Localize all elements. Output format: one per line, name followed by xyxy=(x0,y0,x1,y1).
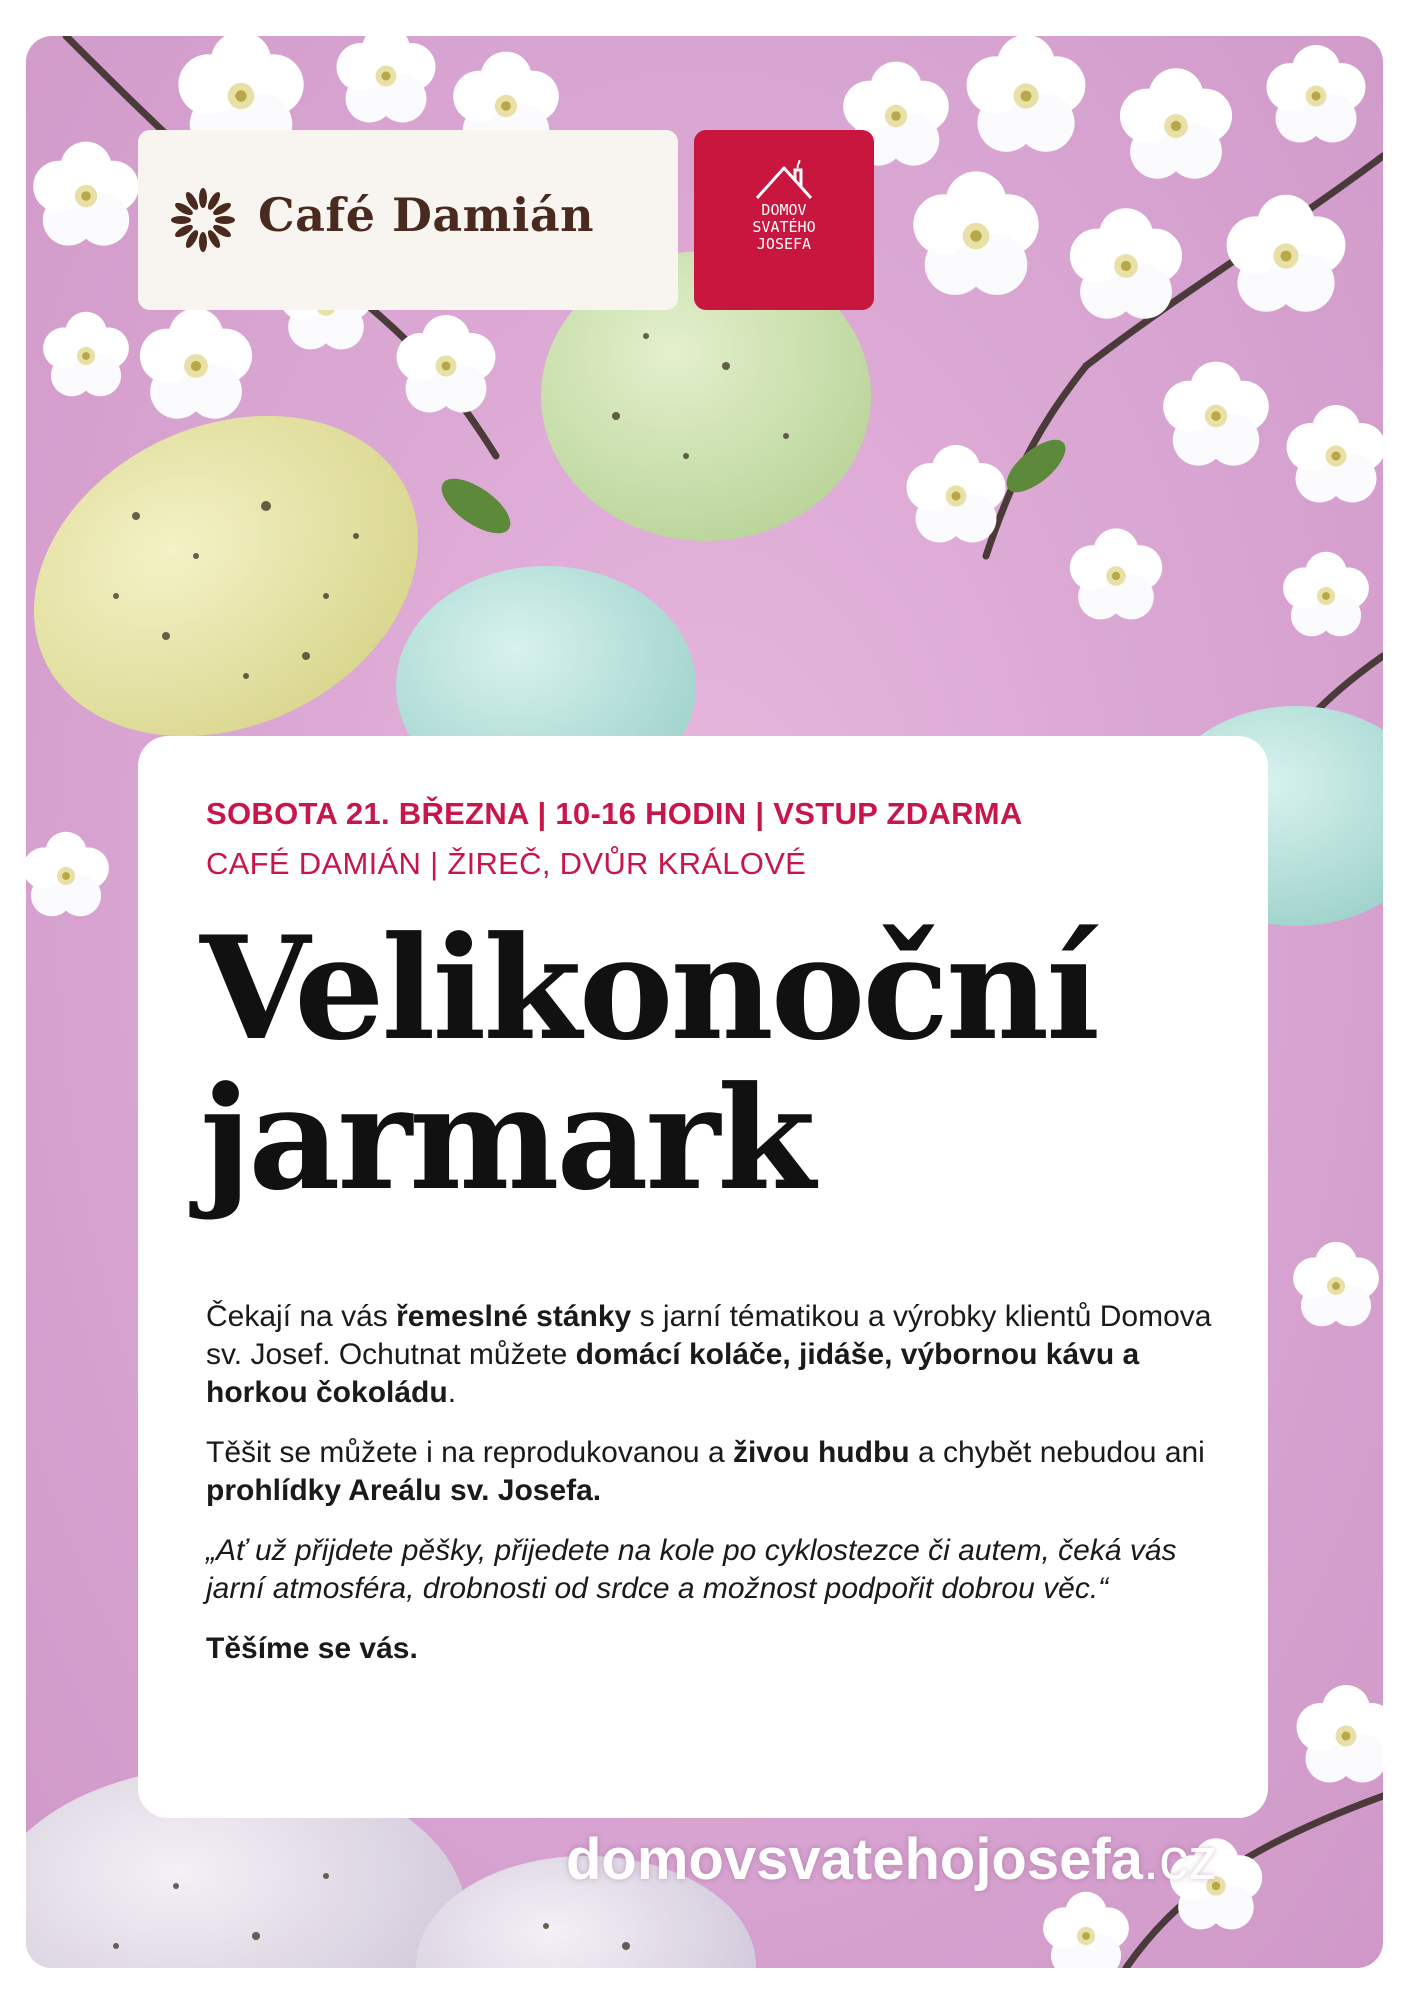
event-description xyxy=(206,1298,1216,1690)
partner-logo-line: DOMOV xyxy=(761,201,807,219)
partner-logo-line: JOSEFA xyxy=(756,235,812,253)
cafe-name: Café Damián xyxy=(258,188,595,242)
event-card xyxy=(138,736,1268,1818)
paragraph-stalls: Čekají na vás řemeslné stánky s jarní tématikou a výrobky klientů Domova sv. Josef. Ochutnat můžete domácí koláče, jidáše, výbornou kávu a horkou čokoládu. xyxy=(206,1300,1212,1409)
title-line-2: jarmark xyxy=(200,1056,813,1222)
website-tld: .cz xyxy=(1142,1827,1218,1892)
event-title xyxy=(200,906,1098,1222)
sun-rays-icon xyxy=(168,185,238,255)
event-place-line: CAFÉ DAMIÁN | ŽIREČ, DVŮR KRÁLOVÉ xyxy=(206,846,807,881)
partner-logo-text xyxy=(694,202,874,253)
cafe-damian-logo xyxy=(138,130,678,310)
house-icon xyxy=(749,160,819,200)
closing-line: Těšíme se vás. xyxy=(206,1632,418,1665)
domov-svateho-josefa-logo xyxy=(694,130,874,310)
partner-logo-line: SVATÉHO xyxy=(752,218,816,236)
title-line-1: Velikonoční xyxy=(200,906,1098,1072)
website-domain: domovsvatehojosefa xyxy=(566,1827,1143,1892)
poster xyxy=(26,36,1383,1968)
event-date-line: SOBOTA 21. BŘEZNA | 10-16 HODIN | VSTUP ZDARMA xyxy=(206,796,1023,831)
paragraph-music: Těšit se můžete i na reprodukovanou a živou hudbu a chybět nebudou ani prohlídky Areálu sv. Josefa. xyxy=(206,1436,1205,1507)
website-url[interactable] xyxy=(566,1826,1217,1893)
paragraph-quote: „Ať už přijdete pěšky, přijedete na kole po cyklostezce či autem, čeká vás jarní atmosféra, drobnosti od srdce a možnost podpořit dobrou věc.“ xyxy=(206,1534,1177,1605)
